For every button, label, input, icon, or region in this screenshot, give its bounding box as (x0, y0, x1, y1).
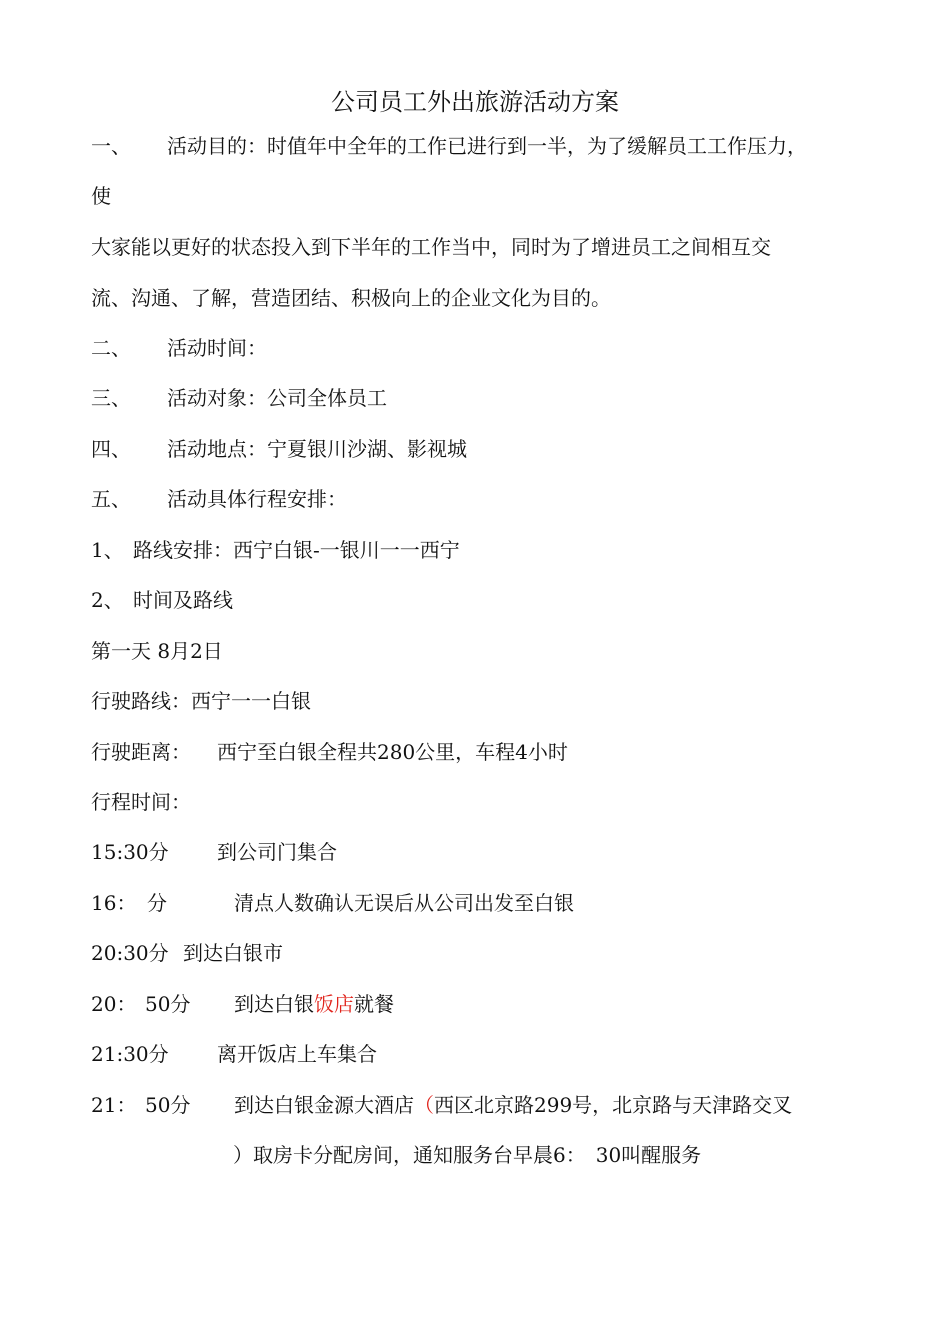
section-number: 四、 (91, 437, 131, 461)
schedule-event (234, 1090, 792, 1120)
schedule-event (234, 989, 394, 1019)
section-number: 五、 (91, 487, 131, 511)
item-number: 1、 (91, 538, 124, 562)
schedule-time-minute: 50分 (145, 1093, 191, 1117)
schedule-event: 到公司门集合 (217, 840, 337, 864)
schedule-time-hour: 20： (91, 992, 137, 1016)
section-text: 活动时间： (167, 336, 267, 360)
item-text: 路线安排：西宁白银-一银川一一西宁 (133, 538, 460, 562)
highlight-text: （ (414, 1093, 434, 1117)
schedule-time-minute: 50分 (145, 992, 191, 1016)
paragraph-line: 流、沟通、了解，营造团结、积极向上的企业文化为目的。 (91, 286, 611, 310)
event-text: 到达白银金源大酒店 (234, 1093, 414, 1117)
section-text: 活动地点：宁夏银川沙湖、影视城 (167, 437, 467, 461)
schedule-event: 到达白银市 (183, 941, 283, 965)
event-text: 西区北京路299号，北京路与天津路交叉 (434, 1093, 793, 1117)
day-heading: 第一天 8月2日 (91, 639, 223, 663)
paragraph-line: 大家能以更好的状态投入到下半年的工作当中，同时为了增进员工之间相互交 (91, 235, 771, 259)
schedule-time: 21:30分 (91, 1042, 169, 1066)
paragraph-line: 使 (91, 184, 111, 208)
distance-label: 行驶距离： (91, 740, 191, 764)
schedule-event: 离开饭店上车集合 (217, 1042, 377, 1066)
item-text: 时间及路线 (133, 588, 233, 612)
highlight-text: 饭店 (314, 992, 354, 1016)
section-number: 三、 (91, 386, 131, 410)
event-text: 到达白银 (234, 992, 314, 1016)
section-number: 一、 (91, 134, 131, 158)
schedule-row-continuation: ）取房卡分配房间，通知服务台早晨6： 30叫醒服务 (233, 1143, 702, 1167)
schedule-time: 20:30分 (91, 941, 169, 965)
distance-text: 西宁至白银全程共280公里，车程4小时 (217, 740, 568, 764)
document-title: 公司员工外出旅游活动方案 (331, 88, 619, 116)
section-number: 二、 (91, 336, 131, 360)
section-text: 活动对象：公司全体员工 (167, 386, 387, 410)
section-text: 活动具体行程安排： (167, 487, 347, 511)
schedule-label: 行程时间： (91, 790, 191, 814)
schedule-time-minute: 分 (147, 891, 167, 915)
section-text: 活动目的：时值年中全年的工作已进行到一半，为了缓解员工工作压力， (167, 134, 807, 158)
event-text: 就餐 (354, 992, 394, 1016)
schedule-time-hour: 21： (91, 1093, 137, 1117)
driving-route: 行驶路线：西宁一一白银 (91, 689, 311, 713)
schedule-event: 清点人数确认无误后从公司出发至白银 (234, 891, 574, 915)
schedule-time: 15:30分 (91, 840, 169, 864)
item-number: 2、 (91, 588, 124, 612)
schedule-time-hour: 16： (91, 891, 137, 915)
